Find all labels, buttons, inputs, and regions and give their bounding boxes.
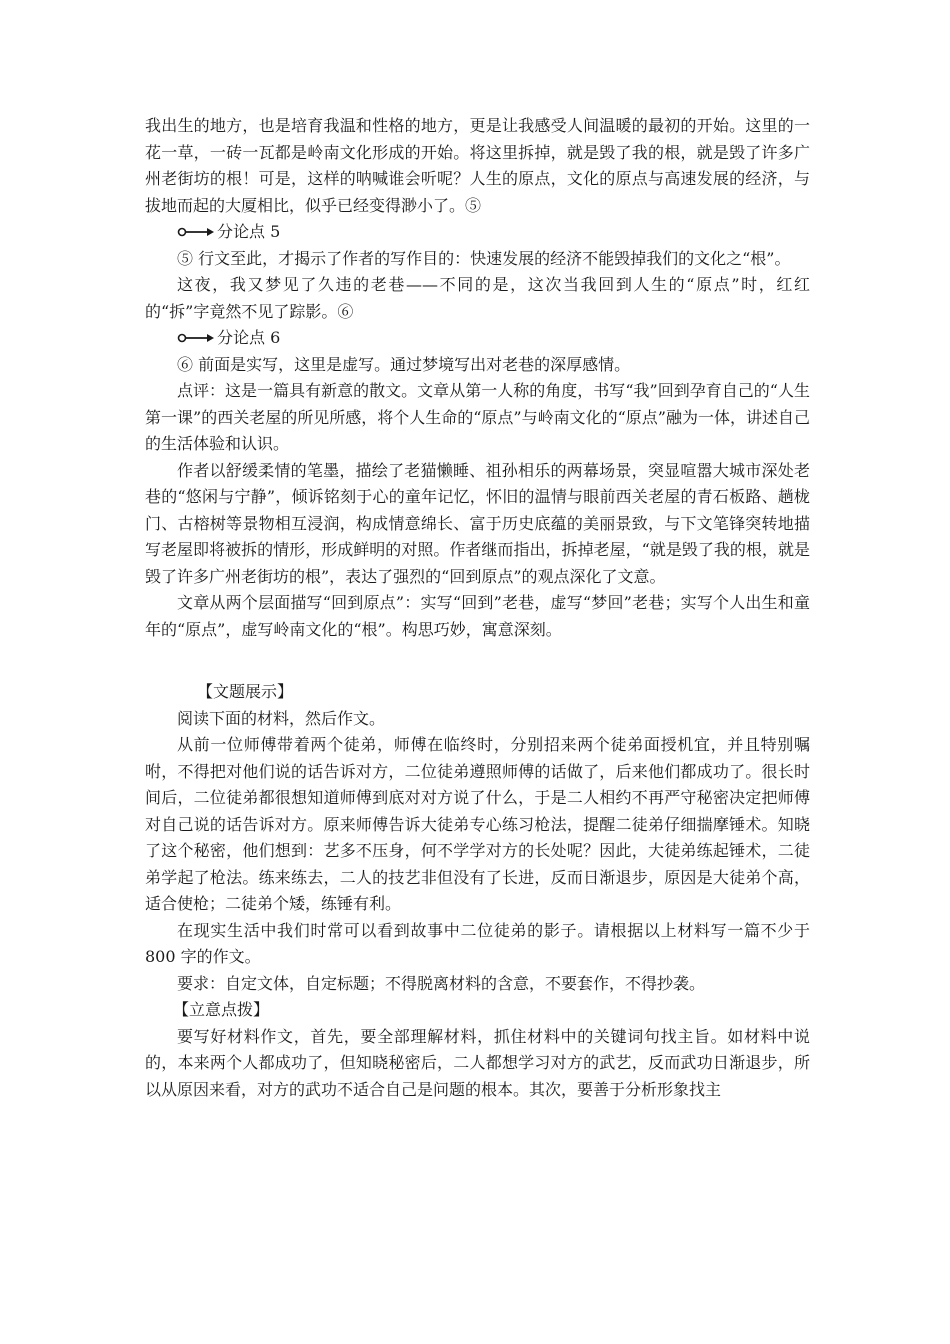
arrow-circle-icon bbox=[177, 332, 215, 344]
paragraph: ⑥ 前面是实写，这里是虚写。通过梦境写出对老巷的深厚感情。 bbox=[177, 354, 631, 374]
paragraph: 这夜，我又梦见了久违的老巷——不同的是，这次当我回到人生的“原点”时，红红的“拆”字竟然不见了踪影。⑥ bbox=[145, 275, 810, 321]
paragraph: 文章从两个层面描写“回到原点”：实写“回到”老巷，虚写“梦回”老巷；实写个人出生和童年的“原点”，虚写岭南文化的“根”。构思巧妙，寓意深刻。 bbox=[145, 593, 810, 639]
marker-label: 分论点 6 bbox=[217, 328, 281, 347]
marker-label: 分论点 5 bbox=[217, 222, 281, 241]
paragraph: ⑤ 行文至此，才揭示了作者的写作目的：快速发展的经济不能毁掉我们的文化之“根”。 bbox=[177, 248, 791, 268]
paragraph: 我出生的地方，也是培育我温和性格的地方，更是让我感受人间温暖的最初的开始。这里的一花一草，一砖一瓦都是岭南文化形成的开始。将这里拆掉，就是毁了我的根，就是毁了许多广州老街坊的根！可是，这样的呐喊谁会听呢？人生的原点，文化的原点与高速发展的经济，与拔地而起的大厦相比，似乎已经变得渺小了。⑤ bbox=[145, 116, 810, 215]
arrow-circle-icon bbox=[177, 226, 215, 238]
section-heading: 【文题展示】 bbox=[197, 682, 294, 701]
section-heading: 【立意点拨】 bbox=[173, 1000, 270, 1019]
paragraph: 要写好材料作文，首先，要全部理解材料，抓住材料中的关键词句找主旨。如材料中说的，本来两个人都成功了，但知晓秘密后，二人都想学习对方的武艺，反而武功日渐退步，所以从原因来看，对方的武功不适合自己是问题的根本。其次，要善于分析形象找主 bbox=[145, 1026, 810, 1099]
document-page bbox=[145, 113, 810, 1103]
paragraph: 阅读下面的材料，然后作文。 bbox=[177, 708, 386, 728]
paragraph: 从前一位师傅带着两个徒弟，师傅在临终时，分别招来两个徒弟面授机宜，并且特别嘱咐，不得把对他们说的话告诉对方，二位徒弟遵照师傅的话做了，后来他们都成功了。很长时间后，二位徒弟都很想知道师傅到底对对方说了什么，于是二人相约不再严守秘密决定把师傅对自己说的话告诉对方。原来师傅告诉大徒弟专心练习枪法，提醒二徒弟仔细揣摩锤术。知晓了这个秘密，他们想到：艺多不压身，何不学学对方的长处呢？因此，大徒弟练起锤术，二徒弟学起了枪法。练来练去，二人的技艺非但没有了长进，反而日渐退步，原因是大徒弟个高，适合使枪；二徒弟个矮，练锤有利。 bbox=[145, 735, 810, 913]
paragraph: 作者以舒缓柔情的笔墨，描绘了老猫懒睡、祖孙相乐的两幕场景，突显喧嚣大城市深处老巷的“悠闲与宁静”，倾诉铭刻于心的童年记忆，怀旧的温情与眼前西关老屋的青石板路、趟栊门、古榕树等景物相互浸润，构成情意绵长、富于历史底蕴的美丽景致，与下文笔锋突转地描写老屋即将被拆的情形，形成鲜明的对照。作者继而指出，拆掉老屋，“就是毁了我的根，就是毁了许多广州老街坊的根”，表达了强烈的“回到原点”的观点深化了文意。 bbox=[145, 460, 810, 586]
paragraph: 要求：自定文体，自定标题；不得脱离材料的含意，不要套作，不得抄袭。 bbox=[177, 973, 706, 993]
section-gap bbox=[145, 643, 810, 679]
comment-paragraph: 点评：这是一篇具有新意的散文。文章从第一人称的角度，书写“我”回到孕育自己的“人生第一课”的西关老屋的所见所感，将个人生命的“原点”与岭南文化的“原点”融为一体，讲述自己的生活体验和认识。 bbox=[145, 381, 810, 453]
sub-argument-marker bbox=[145, 325, 810, 352]
paragraph: 在现实生活中我们时常可以看到故事中二位徒弟的影子。请根据以上材料写一篇不少于 800 字的作文。 bbox=[145, 920, 810, 966]
sub-argument-marker bbox=[145, 219, 810, 246]
